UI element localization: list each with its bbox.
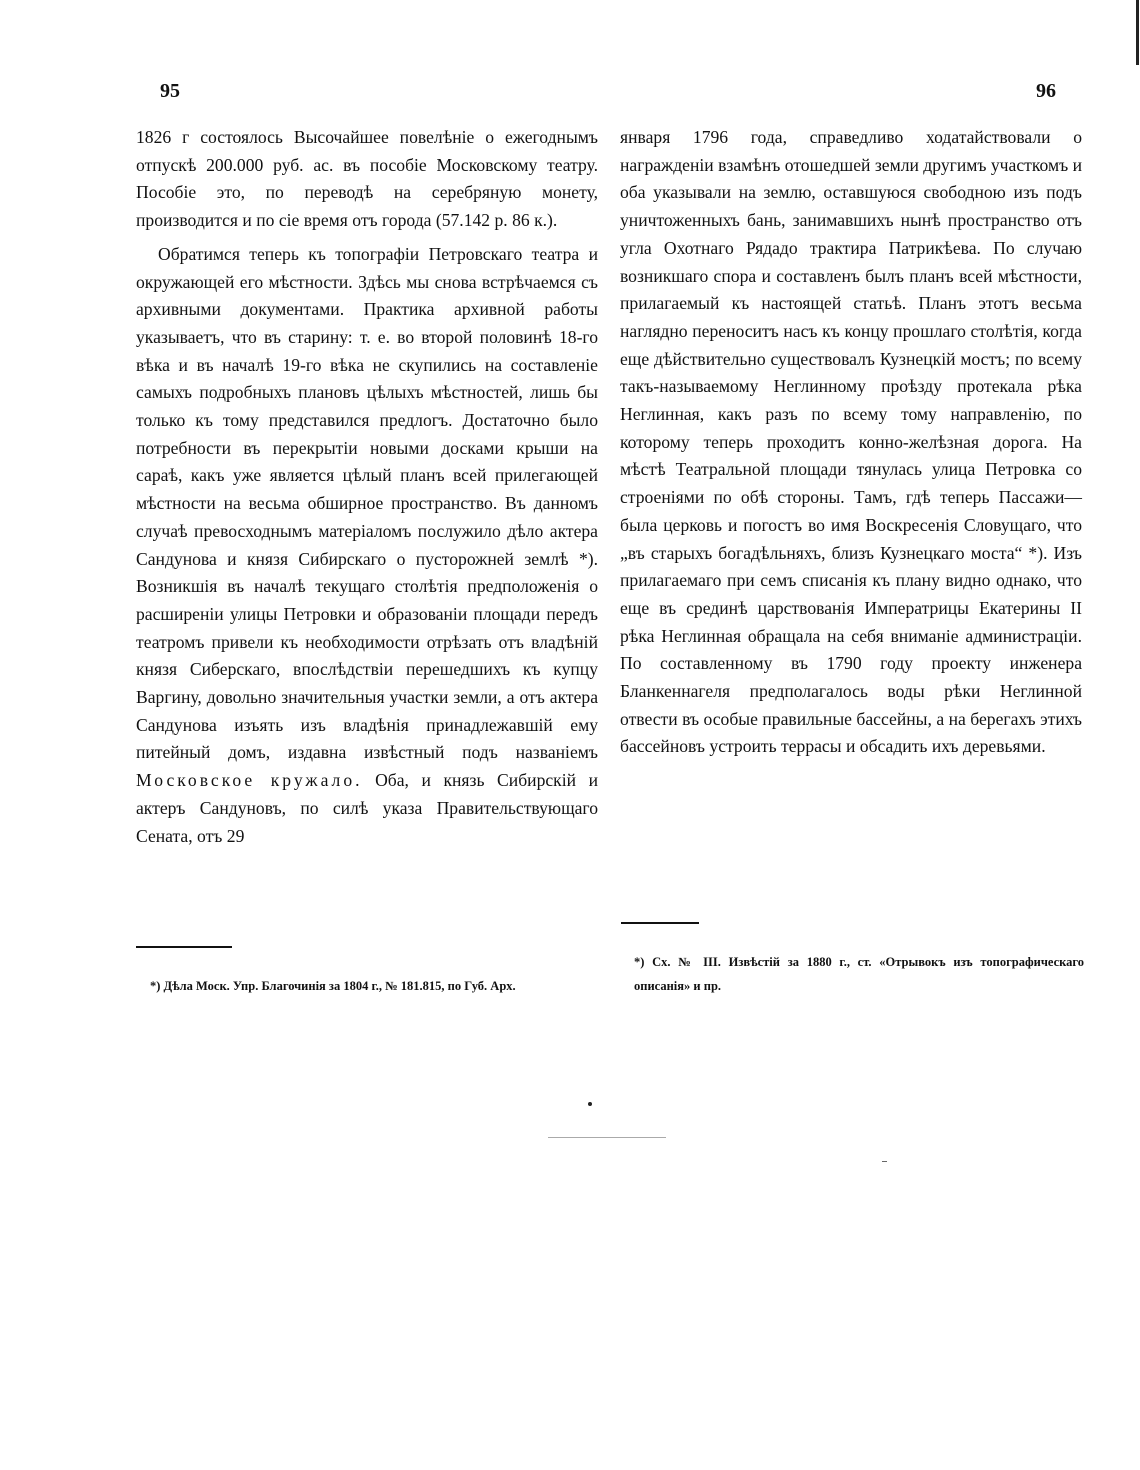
left-text-column bbox=[136, 124, 598, 850]
scan-noise bbox=[882, 1161, 887, 1162]
left-paragraph-2-part-b: Оба, и князь Сибирскій и актеръ Сандуновъ, по силѣ указа Правительствующаго Сената, отъ 29 bbox=[136, 770, 598, 846]
spaced-phrase: Московское кружало. bbox=[136, 770, 363, 791]
page-number-right: 96 bbox=[1036, 80, 1056, 102]
right-paragraph-1: января 1796 года, справедливо ходатайствовали о награжденіи взамѣнъ отошедшей земли другимъ участкомъ и оба указывали на землю, оставшуюся свободною изъ подъ уничтоженныхъ бань, занимавшихъ нынѣ пространство отъ угла Охотнаго Рядадо трактира Патрикѣева. По случаю возникшаго спора и составленъ былъ планъ всей мѣстности, прилагаемый къ настоящей статьѣ. Планъ этотъ весьма наглядно переноситъ насъ къ концу прошлаго столѣтія, когда еще дѣйствительно существовалъ Кузнецкій мостъ; по всему такъ-называемому Неглинному проѣзду протекала рѣка Неглинная, какъ разъ по всему тому направленію, по которому теперь проходитъ конно-желѣзная дорога. На мѣстѣ Театральной площади тянулась улица Петровка со строеніями по обѣ стороны. Тамъ, гдѣ теперь Пассажи—была церковь и погостъ во имя Воскресенія Словущаго, что „въ старыхъ богадѣльняхъ, близъ Кузнецкаго моста“ *). Изъ прилагаемаго при семъ списанія къ плану видно однако, что еще въ срединѣ царствованія Императрицы Екатерины II рѣка Неглинная обращала на себя вниманіе администраціи. По составленному въ 1790 году проекту инженера Бланкеннагеля предполагалось воды рѣки Неглинной отвести въ особые правильные бассейны, а на берегахъ этихъ бассейновъ устроить террасы и обсадить ихъ деревьями. bbox=[620, 127, 1082, 757]
left-paragraph-2-part-a: Обратимся теперь къ топографіи Петровскаго театра и окружающей его мѣстности. Здѣсь мы снова встрѣчаемся съ архивными документами. Практика архивной работы указываетъ, что въ старину: т. е. во второй половинѣ 18-го вѣка и въ началѣ 19-го вѣка не скупились на составленіе самыхъ подробныхъ плановъ цѣлыхъ мѣстностей, лишь бы только къ тому представился предлогъ. Достаточно было потребности въ перекрытіи новыми досками крыши на сараѣ, какъ уже является цѣлый планъ всей прилегающей мѣстности на весьма обширное пространство. Въ данномъ случаѣ превосходнымъ матеріаломъ послужило дѣло актера Сандунова и князя Сибирскаго о пусторожней землѣ *). Возникшія въ началѣ текущаго столѣтія предположенія о расширеніи улицы Петровки и образованіи площади передъ театромъ привели къ необходимости отрѣзать отъ владѣній князя Сиберскаго, впослѣдствіи перешедшихъ къ купцу Варгину, довольно значительныя участки земли, а отъ актера Сандунова изъять изъ владѣнія принадлежавшій ему питейный домъ, издавна извѣстный подъ названіемъ bbox=[136, 243, 598, 763]
right-text-column bbox=[620, 124, 1082, 761]
page-number-left: 95 bbox=[160, 80, 180, 102]
left-paragraph-2 bbox=[136, 241, 598, 850]
left-paragraph-1: 1826 г состоялось Высочайшее повелѣніе о ежегоднымъ отпускѣ 200.000 руб. ас. въ пособіе Московскому театру. Пособіе это, по переводѣ на серебряную монету, производится и по сіе время отъ города (57.142 р. 86 к.). bbox=[136, 127, 598, 231]
footnote-rule-right bbox=[621, 922, 699, 924]
scan-speck bbox=[588, 1102, 592, 1106]
footnote-left: *) Дѣла Моск. Упр. Благочинія за 1804 г., № 181.815, по Губ. Арх. bbox=[150, 979, 516, 993]
footnote-rule-left bbox=[136, 946, 232, 948]
scan-edge-line bbox=[1136, 0, 1139, 65]
scan-noise bbox=[548, 1137, 666, 1138]
footnote-right: *) Сх. № III. Извѣстій за 1880 г., ст. «Отрывокъ изъ топографическаго описанія» и пр. bbox=[634, 955, 1084, 993]
